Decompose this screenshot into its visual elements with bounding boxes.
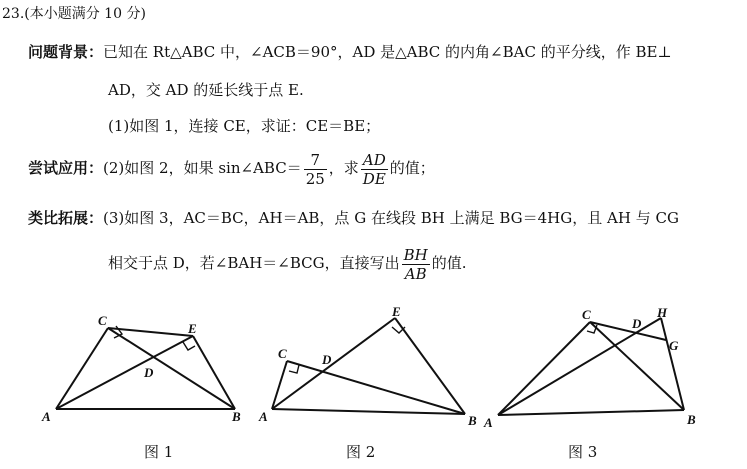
fig1-label-A: A — [42, 409, 51, 424]
fig2-label-A: A — [259, 409, 268, 424]
question-1-text: (1)如图 1，连接 CE，求证：CE＝BE； — [108, 117, 381, 135]
fig2-line-ae — [272, 318, 395, 409]
figure-2 — [272, 318, 465, 414]
fraction-ad-numerator: AD — [361, 151, 388, 170]
section-label-analogy: 类比拓展： — [28, 209, 104, 227]
fig2-label-E: E — [392, 304, 401, 319]
analogy-text-1: (3)如图 3，AC＝BC，AH＝AB，点 G 在线段 BH 上满足 BG＝4HG，且 AH 与 CG — [103, 209, 679, 227]
background-text-1: 已知在 Rt△ABC 中，∠ACB＝90°，AD 是△ABC 的内角∠BAC 的平分线，作 BE⊥ — [103, 43, 672, 61]
fig3-label-G: G — [669, 338, 679, 353]
fig1-label-E: E — [188, 321, 197, 336]
fig3-label-D: D — [632, 316, 642, 331]
fig2-label-D: D — [322, 352, 332, 367]
fig1-label-D: D — [144, 365, 154, 380]
section-label-apply: 尝试应用： — [28, 159, 104, 177]
fig1-line-ac — [56, 328, 108, 409]
fig3-line-hb — [661, 318, 684, 410]
fig1-line-eb — [193, 336, 235, 409]
analogy-pre: 相交于点 D，若∠BAH＝∠BCG，直接写出 — [108, 254, 400, 272]
fig2-caption: 图 2 — [346, 443, 376, 461]
fraction-sin-denominator: 25 — [305, 169, 325, 188]
fig2-line-eb — [395, 318, 465, 414]
section-label-background: 问题背景： — [28, 43, 104, 61]
fig3-caption: 图 3 — [568, 443, 598, 461]
fig1-caption: 图 1 — [144, 443, 174, 461]
fig2-line-cb — [287, 361, 465, 414]
fig2-label-C: C — [278, 346, 287, 361]
fig2-right-angle-c — [289, 365, 299, 373]
header-text: 23.(本小题满分 10 分) — [2, 6, 146, 22]
fig3-label-B: B — [687, 412, 696, 427]
fig2-line-ac — [272, 361, 287, 409]
fraction-sin-numerator: 7 — [304, 151, 327, 170]
fig3-label-A: A — [484, 415, 493, 430]
fraction-ab-denominator: AB — [404, 264, 427, 283]
fig1-line-ae — [56, 336, 193, 409]
fig1-line-cb — [108, 328, 235, 409]
fig1-label-C: C — [98, 313, 107, 328]
fig2-line-ab — [272, 409, 465, 414]
analogy-post: 的值. — [431, 254, 467, 272]
apply-pre: (2)如图 2，如果 sin∠ABC＝ — [103, 159, 302, 177]
fraction-de-denominator: DE — [362, 169, 386, 188]
fig1-label-B: B — [232, 409, 241, 424]
fraction-bh-numerator: BH — [403, 245, 428, 264]
apply-mid: ，求 — [328, 159, 359, 177]
fig3-line-cb — [590, 322, 684, 410]
background-text-2: AD，交 AD 的延长线于点 E. — [108, 81, 304, 99]
fig3-label-H: H — [657, 305, 668, 320]
figure-3 — [498, 318, 684, 415]
fig3-line-ab — [498, 410, 684, 415]
fig3-label-C: C — [582, 307, 591, 322]
apply-post: 的值； — [389, 159, 435, 177]
fig2-label-B: B — [468, 413, 477, 428]
fig1-right-angle-e — [183, 342, 195, 350]
